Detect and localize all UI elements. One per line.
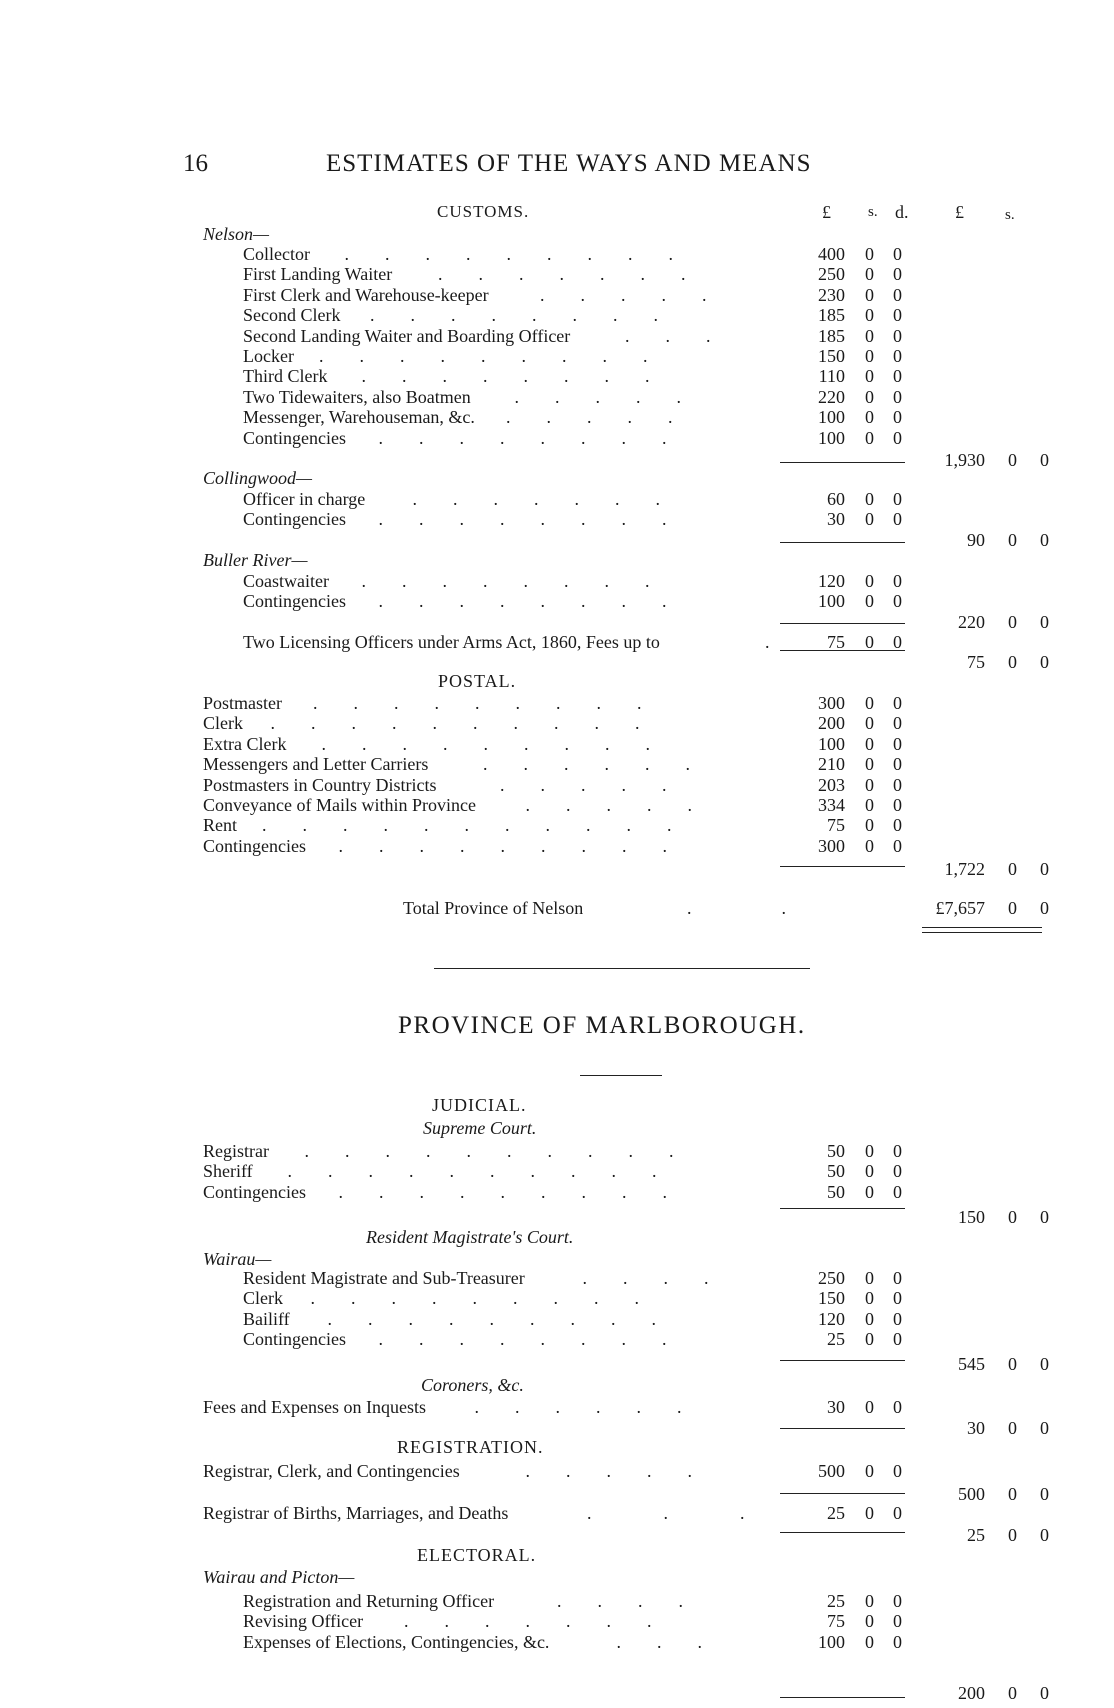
subtotal-pence: 0 — [1040, 1207, 1049, 1227]
amount-pence: 0 — [893, 1141, 902, 1161]
group-label: Wairau— — [203, 1249, 272, 1269]
amount-pence: 0 — [893, 1397, 902, 1417]
group-label: Nelson— — [203, 224, 270, 244]
amount-pounds: 203 — [818, 774, 845, 795]
section-heading-judicial: JUDICIAL. — [432, 1095, 527, 1115]
subtotal-rule — [780, 542, 905, 543]
subtotal-rule — [780, 1428, 905, 1429]
subtotal-pence: 0 — [1040, 1683, 1049, 1703]
amount-shillings: 0 — [865, 754, 874, 775]
leader-dots: . . . . . . . . . — [338, 835, 703, 856]
amount-shillings: 0 — [865, 366, 874, 387]
amount-pounds: 230 — [818, 284, 845, 305]
amount-pounds: 75 — [827, 815, 845, 836]
subtotal-rule — [780, 623, 905, 624]
subtotal-pence: 0 — [1040, 652, 1049, 672]
amount-shillings: 0 — [865, 346, 874, 366]
amount-shillings: 0 — [865, 1329, 874, 1350]
amount-pounds: 300 — [818, 835, 845, 856]
line-item-label: Contingencies — [243, 427, 346, 448]
leader-dots: . . . . . . . . . . — [304, 1141, 710, 1161]
amount-shillings: 0 — [865, 693, 874, 713]
amount-pence: 0 — [893, 366, 902, 387]
subtotal-pounds: 500 — [958, 1484, 985, 1504]
group-label: Buller River— — [203, 550, 308, 570]
amount-pounds: 100 — [818, 427, 845, 448]
amount-shillings: 0 — [865, 774, 874, 795]
amount-pounds: 220 — [818, 386, 845, 407]
amount-pence: 0 — [893, 1308, 902, 1329]
leader-dots: . . . . . — [525, 1461, 728, 1481]
line-item-label: Registrar, Clerk, and Contingencies — [203, 1461, 460, 1481]
leader-dots: . . . . . . . — [404, 1611, 688, 1632]
subtotal-pounds: 545 — [958, 1354, 985, 1374]
amount-shillings: 0 — [865, 325, 874, 346]
leader-dots: . — [765, 632, 770, 652]
amount-pence: 0 — [893, 733, 902, 754]
amount-shillings: 0 — [865, 489, 874, 509]
subtotal-pounds: 75 — [967, 652, 985, 672]
line-item-label: First Clerk and Warehouse-keeper — [243, 284, 489, 305]
amount-shillings: 0 — [865, 815, 874, 836]
leader-dots: . . . . — [582, 1268, 745, 1288]
line-item-label: Contingencies — [243, 509, 346, 530]
amount-shillings: 0 — [865, 591, 874, 612]
amount-pounds: 120 — [818, 571, 845, 591]
leader-dots: . . . . . . . — [412, 489, 696, 509]
leader-dots: . . . . . . . . — [378, 591, 703, 612]
subtotal-shillings: 0 — [1008, 1418, 1017, 1438]
leader-dots: . . . . . . . . . — [321, 733, 686, 754]
subtotal-pounds: 1,722 — [944, 859, 985, 879]
leader-dots: . . . . . — [540, 284, 743, 305]
leader-dots: . . . . . — [525, 795, 728, 815]
amount-pence: 0 — [893, 305, 902, 326]
line-item-label: Expenses of Elections, Contingencies, &c. — [243, 1631, 550, 1652]
line-item-label: Two Licensing Officers under Arms Act, 1860, Fees up to — [243, 632, 660, 652]
line-item-label: Messengers and Letter Carriers — [203, 754, 429, 775]
amount-pence: 0 — [893, 489, 902, 509]
amount-pence: 0 — [893, 1631, 902, 1652]
subtotal-pence: 0 — [1040, 612, 1049, 632]
subtotal-shillings: 0 — [1008, 1683, 1017, 1703]
amount-shillings: 0 — [865, 305, 874, 326]
subtotal-rule — [780, 1360, 905, 1361]
line-item-label: Second Clerk — [243, 305, 341, 326]
amount-pounds: 50 — [827, 1161, 845, 1182]
line-item-label: Contingencies — [203, 1181, 306, 1202]
leader-dots: . . . . . . — [483, 754, 726, 775]
amount-pounds: 334 — [818, 795, 845, 815]
subtotal-shillings: 0 — [1008, 898, 1017, 918]
leader-dots: . . . . . . . . . — [310, 1288, 675, 1309]
grand-total-double-rule — [922, 932, 1042, 933]
amount-shillings: 0 — [865, 733, 874, 754]
amount-pounds: 250 — [818, 264, 845, 285]
amount-pounds: 75 — [827, 1611, 845, 1632]
amount-shillings: 0 — [865, 244, 874, 264]
group-label: Collingwood— — [203, 468, 313, 488]
subtotal-shillings: 0 — [1008, 450, 1017, 470]
amount-shillings: 0 — [865, 427, 874, 448]
amount-pence: 0 — [893, 815, 902, 836]
amount-shillings: 0 — [865, 264, 874, 285]
amount-pence: 0 — [893, 571, 902, 591]
amount-pence: 0 — [893, 346, 902, 366]
province-title-marlborough: PROVINCE OF MARLBOROUGH. — [398, 1012, 806, 1039]
subtotal-rule — [780, 866, 905, 867]
amount-pence: 0 — [893, 591, 902, 612]
amount-pence: 0 — [893, 713, 902, 734]
amount-pence: 0 — [893, 693, 902, 713]
line-item-label: Registrar — [203, 1141, 269, 1161]
amount-pence: 0 — [893, 264, 902, 285]
amount-pounds: 25 — [827, 1591, 845, 1611]
leader-dots: . . . . . — [500, 774, 703, 795]
leader-dots: . . . . . . . . . . . — [262, 815, 708, 836]
amount-pence: 0 — [893, 835, 902, 856]
amount-pounds: 50 — [827, 1141, 845, 1161]
amount-pounds: 25 — [827, 1329, 845, 1350]
amount-pence: 0 — [893, 427, 902, 448]
subtotal-pounds: 1,930 — [944, 450, 985, 470]
col-header-shillings: s. — [868, 204, 878, 220]
amount-shillings: 0 — [865, 1631, 874, 1652]
subtotal-pounds: 25 — [967, 1525, 985, 1545]
amount-pounds: 185 — [818, 305, 845, 326]
subtotal-pence: 0 — [1040, 859, 1049, 879]
section-heading-electoral: ELECTORAL. — [417, 1545, 537, 1565]
line-item-label: Officer in charge — [243, 489, 366, 509]
line-item-label: Contingencies — [243, 1329, 346, 1350]
leader-dots: . . . . . — [506, 407, 709, 428]
subtotal-rule — [780, 1697, 905, 1698]
subtotal-pence: 0 — [1040, 450, 1049, 470]
amount-pounds: 110 — [818, 366, 845, 387]
amount-shillings: 0 — [865, 1503, 874, 1523]
leader-dots: . . . . . . . . . — [313, 693, 678, 713]
line-item-label: Registration and Returning Officer — [243, 1591, 495, 1611]
amount-pounds: 100 — [818, 591, 845, 612]
amount-pounds: 75 — [827, 632, 845, 652]
leader-dots: . . . — [625, 325, 747, 346]
amount-pence: 0 — [893, 754, 902, 775]
amount-shillings: 0 — [865, 795, 874, 815]
col-header-pounds: £ — [822, 202, 831, 222]
leader-dots: . . . . . . . . . — [319, 346, 684, 366]
leader-dots: . . . . . — [514, 386, 717, 407]
subtotal-rule — [780, 462, 905, 463]
subtotal-pence: 0 — [1040, 898, 1049, 918]
line-item-label: Registrar of Births, Marriages, and Deaths — [203, 1503, 509, 1523]
subtotal-pounds: 200 — [958, 1683, 985, 1703]
leader-dots: . . . . . . . . — [370, 305, 694, 326]
amount-shillings: 0 — [865, 713, 874, 734]
amount-pence: 0 — [893, 244, 902, 264]
amount-shillings: 0 — [865, 1611, 874, 1632]
subtotal-shillings: 0 — [1008, 530, 1017, 550]
amount-shillings: 0 — [865, 1591, 874, 1611]
line-item-label: Clerk — [243, 1288, 283, 1309]
amount-shillings: 0 — [865, 284, 874, 305]
leader-dots: . . . . . . . . . — [338, 1181, 703, 1202]
subheading-coroners: Coroners, &c. — [421, 1375, 524, 1395]
page-number: 16 — [183, 150, 208, 177]
group-label: Wairau and Picton— — [203, 1567, 355, 1587]
subheading-supreme-court: Supreme Court. — [423, 1118, 537, 1138]
line-item-label: Locker — [243, 346, 294, 366]
amount-shillings: 0 — [865, 632, 874, 652]
leader-dots: . . . . . . . . . . — [287, 1161, 693, 1182]
leader-dots: . . . . — [557, 1591, 719, 1611]
amount-pence: 0 — [893, 1161, 902, 1182]
amount-pence: 0 — [893, 1461, 902, 1481]
line-item-label: Contingencies — [203, 835, 306, 856]
amount-pence: 0 — [893, 1611, 902, 1632]
amount-pence: 0 — [893, 509, 902, 530]
line-item-label: Second Landing Waiter and Boarding Officer — [243, 325, 571, 346]
amount-pounds: 60 — [827, 489, 845, 509]
line-item-label: Sheriff — [203, 1161, 253, 1182]
amount-shillings: 0 — [865, 1181, 874, 1202]
grand-total-label: Total Province of Nelson — [403, 898, 584, 918]
line-item-label: First Landing Waiter — [243, 264, 393, 285]
amount-pence: 0 — [893, 1503, 902, 1523]
line-item-label: Two Tidewaiters, also Boatmen — [243, 386, 471, 407]
subtotal-shillings: 0 — [1008, 1354, 1017, 1374]
amount-pence: 0 — [893, 1288, 902, 1309]
amount-pounds: 200 — [818, 713, 845, 734]
subtotal-shillings: 0 — [1008, 1207, 1017, 1227]
section-heading-customs: CUSTOMS. — [437, 202, 530, 221]
subheading-resident-magistrate: Resident Magistrate's Court. — [366, 1227, 574, 1247]
amount-shillings: 0 — [865, 1288, 874, 1309]
subtotal-shillings: 0 — [1008, 612, 1017, 632]
amount-shillings: 0 — [865, 509, 874, 530]
amount-pence: 0 — [893, 1181, 902, 1202]
line-item-label: Rent — [203, 815, 237, 836]
title-underline — [580, 1075, 662, 1076]
amount-pence: 0 — [893, 386, 902, 407]
leader-dots: . . . . . . . . — [378, 427, 703, 448]
leader-dots: . . . . . . . . . — [344, 244, 709, 264]
subtotal-pounds: 30 — [967, 1418, 985, 1438]
subtotal-shillings: 0 — [1008, 652, 1017, 672]
subtotal-pounds: 150 — [958, 1207, 985, 1227]
amount-pounds: 30 — [827, 509, 845, 530]
amount-pounds: 185 — [818, 325, 845, 346]
line-item-label: Extra Clerk — [203, 733, 287, 754]
amount-pounds: 210 — [818, 754, 845, 775]
subtotal-pence: 0 — [1040, 1525, 1049, 1545]
line-item-label: Postmasters in Country Districts — [203, 774, 437, 795]
subtotal-rule — [780, 1532, 905, 1533]
amount-pounds: 100 — [818, 1631, 845, 1652]
leader-dots: . . . — [587, 1503, 745, 1523]
amount-pence: 0 — [893, 632, 902, 652]
section-divider — [434, 968, 810, 969]
amount-shillings: 0 — [865, 1397, 874, 1417]
amount-pounds: 150 — [818, 1288, 845, 1309]
amount-pounds: 400 — [818, 244, 845, 264]
amount-pounds: 100 — [818, 407, 845, 428]
leader-dots: . . . . . . . . — [361, 366, 686, 387]
line-item-label: Revising Officer — [243, 1611, 364, 1632]
page-title: ESTIMATES OF THE WAYS AND MEANS — [326, 150, 812, 177]
leader-dots: . . . . . . . . — [361, 571, 686, 591]
amount-pounds: 150 — [818, 346, 845, 366]
leader-dots: . . . — [616, 1631, 738, 1652]
subtotal-pounds: 90 — [967, 530, 985, 550]
leader-dots: . . . . . . — [474, 1397, 718, 1417]
grand-total-double-rule — [922, 927, 1042, 928]
line-item-label: Bailiff — [243, 1308, 290, 1329]
amount-pence: 0 — [893, 1329, 902, 1350]
col-header-shillings-2: s. — [1005, 207, 1015, 223]
amount-shillings: 0 — [865, 571, 874, 591]
amount-pounds: 250 — [818, 1268, 845, 1288]
subtotal-pounds: 220 — [958, 612, 985, 632]
line-item-label: Coastwaiter — [243, 571, 329, 591]
amount-pounds: 50 — [827, 1181, 845, 1202]
subtotal-rule — [780, 1493, 905, 1494]
amount-pence: 0 — [893, 1268, 902, 1288]
subtotal-pence: 0 — [1040, 1354, 1049, 1374]
section-heading-registration: REGISTRATION. — [397, 1437, 544, 1457]
leader-dots: . . . . . . . . — [378, 1329, 703, 1350]
amount-pence: 0 — [893, 284, 902, 305]
amount-pence: 0 — [893, 774, 902, 795]
amount-pounds: 300 — [818, 693, 845, 713]
subtotal-pounds: £7,657 — [935, 898, 985, 918]
leader-dots: . . . . . . . . — [378, 509, 703, 530]
leader-dots: . . — [687, 898, 786, 918]
amount-pounds: 120 — [818, 1308, 845, 1329]
amount-pounds: 30 — [827, 1397, 845, 1417]
amount-shillings: 0 — [865, 1461, 874, 1481]
amount-pounds: 25 — [827, 1503, 845, 1523]
leader-dots: . . . . . . . . . . — [270, 713, 676, 734]
amount-shillings: 0 — [865, 1268, 874, 1288]
amount-pence: 0 — [893, 325, 902, 346]
amount-shillings: 0 — [865, 386, 874, 407]
subtotal-pence: 0 — [1040, 1418, 1049, 1438]
col-header-pounds-2: £ — [955, 202, 964, 222]
leader-dots: . . . . . . . . . — [327, 1308, 692, 1329]
line-item-label: Third Clerk — [243, 366, 328, 387]
line-item-label: Clerk — [203, 713, 243, 734]
subtotal-rule — [780, 1208, 905, 1209]
line-item-label: Postmaster — [203, 693, 282, 713]
amount-shillings: 0 — [865, 407, 874, 428]
section-heading-postal: POSTAL. — [438, 671, 517, 691]
leader-dots: . . . . . . . — [438, 264, 722, 285]
line-item-label: Conveyance of Mails within Province — [203, 795, 476, 815]
amount-shillings: 0 — [865, 1161, 874, 1182]
subtotal-shillings: 0 — [1008, 1525, 1017, 1545]
line-item-label: Messenger, Warehouseman, &c. — [243, 407, 475, 428]
amount-shillings: 0 — [865, 1308, 874, 1329]
amount-pence: 0 — [893, 407, 902, 428]
amount-pence: 0 — [893, 1591, 902, 1611]
line-item-label: Collector — [243, 244, 310, 264]
line-item-label: Contingencies — [243, 591, 346, 612]
col-header-pence: d. — [895, 202, 909, 222]
subtotal-pence: 0 — [1040, 530, 1049, 550]
subtotal-pence: 0 — [1040, 1484, 1049, 1504]
amount-shillings: 0 — [865, 835, 874, 856]
line-item-label: Fees and Expenses on Inquests — [203, 1397, 426, 1417]
line-item-label: Resident Magistrate and Sub-Treasurer — [243, 1268, 525, 1288]
amount-pounds: 500 — [818, 1461, 845, 1481]
amount-pounds: 100 — [818, 733, 845, 754]
subtotal-rule — [780, 650, 905, 651]
subtotal-shillings: 0 — [1008, 859, 1017, 879]
amount-shillings: 0 — [865, 1141, 874, 1161]
subtotal-shillings: 0 — [1008, 1484, 1017, 1504]
amount-pence: 0 — [893, 795, 902, 815]
